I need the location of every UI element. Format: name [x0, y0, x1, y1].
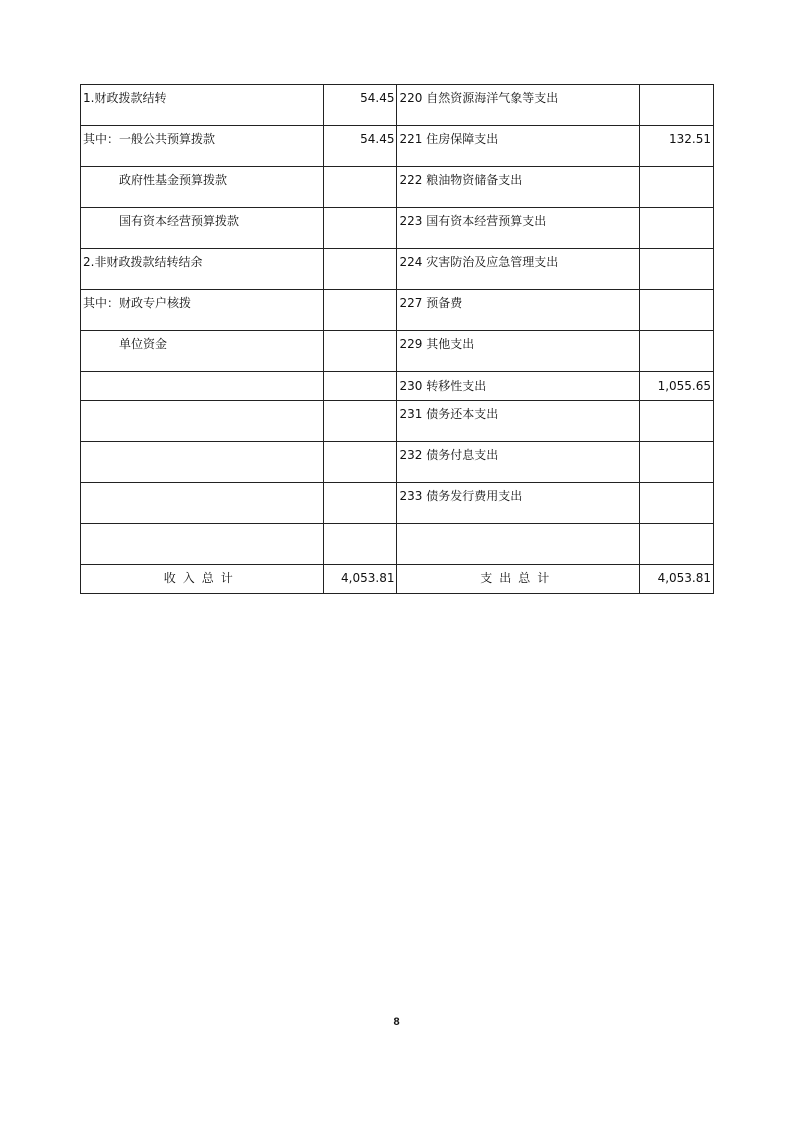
income-label: 国有资本经营预算拨款 — [81, 208, 324, 249]
total-row — [81, 565, 714, 594]
income-label: 2.非财政拨款结转结余 — [81, 249, 324, 290]
expense-label: 224 灾害防治及应急管理支出 — [397, 249, 640, 290]
income-amount — [323, 249, 397, 290]
income-amount — [323, 167, 397, 208]
table-row — [81, 290, 714, 331]
expense-amount — [639, 483, 713, 524]
expense-label: 231 债务还本支出 — [397, 401, 640, 442]
expense-amount — [639, 290, 713, 331]
table-row — [81, 85, 714, 126]
expense-amount — [639, 167, 713, 208]
income-amount — [323, 290, 397, 331]
income-label: 其中：一般公共预算拨款 — [81, 126, 324, 167]
table-row — [81, 208, 714, 249]
expense-label — [397, 524, 640, 565]
income-label: 1.财政拨款结转 — [81, 85, 324, 126]
expense-label: 230 转移性支出 — [397, 372, 640, 401]
expense-amount — [639, 208, 713, 249]
expense-total-label: 支出总计 — [397, 565, 640, 594]
expense-label: 221 住房保障支出 — [397, 126, 640, 167]
expense-amount — [639, 401, 713, 442]
table-row — [81, 331, 714, 372]
income-amount — [323, 372, 397, 401]
income-amount — [323, 208, 397, 249]
income-expense-table — [80, 84, 714, 594]
income-total-label: 收入总计 — [81, 565, 324, 594]
income-label — [81, 372, 324, 401]
table-row — [81, 442, 714, 483]
income-amount — [323, 401, 397, 442]
income-amount: 54.45 — [323, 126, 397, 167]
income-amount: 54.45 — [323, 85, 397, 126]
income-label — [81, 483, 324, 524]
income-total-amount: 4,053.81 — [323, 565, 397, 594]
expense-amount: 1,055.65 — [639, 372, 713, 401]
expense-label: 229 其他支出 — [397, 331, 640, 372]
income-label — [81, 442, 324, 483]
budget-sheet — [80, 84, 714, 594]
expense-amount — [639, 524, 713, 565]
income-label: 其中：财政专户核拨 — [81, 290, 324, 331]
expense-amount: 132.51 — [639, 126, 713, 167]
income-amount — [323, 442, 397, 483]
table-row — [81, 524, 714, 565]
page-number: 8 — [393, 1016, 400, 1028]
expense-label: 220 自然资源海洋气象等支出 — [397, 85, 640, 126]
expense-total-amount: 4,053.81 — [639, 565, 713, 594]
income-label: 政府性基金预算拨款 — [81, 167, 324, 208]
table-row — [81, 401, 714, 442]
expense-amount — [639, 442, 713, 483]
income-amount — [323, 331, 397, 372]
table-row — [81, 483, 714, 524]
table-row — [81, 249, 714, 290]
income-amount — [323, 524, 397, 565]
expense-amount — [639, 331, 713, 372]
table-row — [81, 372, 714, 401]
expense-amount — [639, 85, 713, 126]
expense-label: 233 债务发行费用支出 — [397, 483, 640, 524]
expense-label: 232 债务付息支出 — [397, 442, 640, 483]
table-row — [81, 167, 714, 208]
income-label: 单位资金 — [81, 331, 324, 372]
table-row — [81, 126, 714, 167]
expense-label: 223 国有资本经营预算支出 — [397, 208, 640, 249]
income-label — [81, 524, 324, 565]
expense-label: 227 预备费 — [397, 290, 640, 331]
expense-amount — [639, 249, 713, 290]
expense-label: 222 粮油物资储备支出 — [397, 167, 640, 208]
income-label — [81, 401, 324, 442]
income-amount — [323, 483, 397, 524]
